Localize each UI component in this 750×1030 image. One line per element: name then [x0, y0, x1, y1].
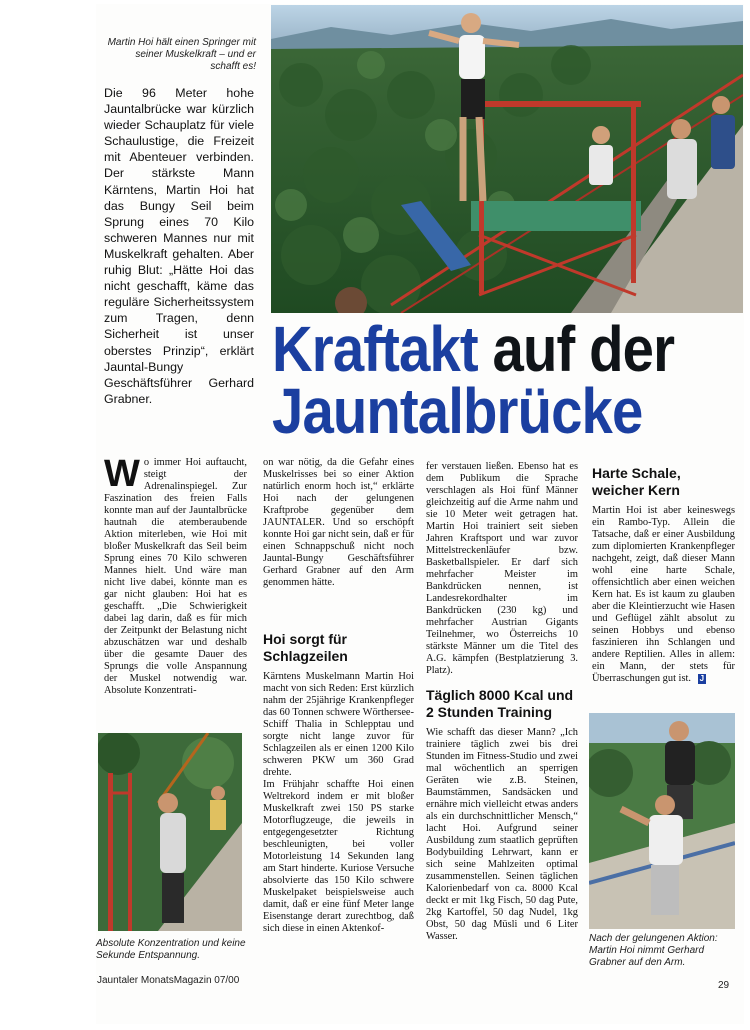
article-column-2	[263, 457, 414, 589]
page-number: 29	[718, 980, 730, 991]
heading-harte-schale: Harte Schale, weicher Kern	[592, 465, 681, 498]
title-kraftakt: Kraftakt	[272, 313, 478, 385]
lead-paragraph: Die 96 Meter hohe Jauntalbrücke war kürzlich wieder Schauplatz für viele Schaulustige, die Freizeit mit Abenteuer verbinden. Der stärkste Mann Kärntens, Martin Hoi hat das Bungy Seil beim Sprung eines 70 Kilo schweren Mannes nur mit Muskelkraft gehalten. Aber ruhig Blut: „Hätte Hoi das nicht geschafft, käme das reguläre Sicherheitssystem zum Tragen, denn Sicherheit ist unser oberstes Prinzip“, erklärt Jauntal-Bungy Geschäftsführer Gerhard Grabner.	[104, 86, 254, 406]
bottom-right-caption: Nach der gelungenen Aktion: Martin Hoi nimmt Gerhard Grabner auf den Arm.	[589, 933, 718, 968]
footer-magazine-name: Jauntaler MonatsMagazin 07/00	[97, 975, 240, 986]
photo-hoi-carrying-grabner	[589, 713, 735, 929]
article-column-1	[104, 453, 247, 697]
top-photo-caption: Martin Hoi hält einen Springer mit seiner Muskelkraft – und er schafft es!	[107, 37, 256, 72]
col4-text: Martin Hoi ist aber keineswegs ein Rambo-Typ. Allein die Tatsache, daß er einer Ausbildung zum diplomierten Krankenpfleger nachgeht, zeigt, daß dieser Mann wohl eine harte Schale, offensichtlich aber einen weichen Kern hat. Es ist kaum zu glauben aber die Kleintierzucht wie Hasen und Geflügel zählt absolut zu seinen Hobbys und ebenso faszinieren ihn Schlangen und andere Reptilien. Alles in allem: ein Mann, der stets für Überraschungen gut ist.	[592, 505, 735, 684]
col3-paragraph-2: Wie schafft das dieser Mann? „Ich trainiere täglich zwei bis drei Stunden im Fitness-Studio und zwei mal wöchentlich an sperrigen Geräten wie z.B. Steinen, Baumstämmen, Sandsäcken und ernähre mich vielleicht etwas anders als ein durchschnittlicher Mensch,“ lacht Hoi. Aufgrund seiner Ausbildung zum staatlich geprüften Bodybuilding Lehrwart, kann er sich seine Mahlzeiten optimal zusammenstellen. Seinen täglichen Kalorienbedarf von ca. 8000 Kcal deckt er mit 1kg Fisch, 50 dag Pute, 2kg Kartoffel, 50 dag Nudel, 1kg Obst, 50 dag Müsli und 6 Liter Wasser.	[426, 727, 578, 942]
col2-paragraph-1: on war nötig, da die Gefahr eines Muskelrisses bei so einer Aktion natürlich enorm hoch ist,“ erklärte Hoi nach der gelungenen Kraftprobe gegenüber dem JAUNTALER. Und so erschöpft konnte Hoi gar nicht sein, daß er für einen Schnappschuß nicht noch Jauntal-Bungy Geschäftsführer Gerhard Grabner auf den Arm genommen hätte.	[263, 457, 414, 588]
heading-taeglich-8000: Täglich 8000 Kcal und 2 Stunden Training	[426, 687, 574, 720]
heading-hoi-sorgt: Hoi sorgt für Schlagzeilen	[263, 631, 348, 664]
drop-cap: W	[104, 453, 140, 495]
col2-paragraph-2: Kärntens Muskelmann Martin Hoi macht von sich Reden: Erst kürzlich nahm der 25jährige Krankenpfleger das 60 Tonnen schwere Wörthersee-Schiff Thalia in Schlepptau und sorgte nicht lange zuvor für Schlagzeilen als er einen 1200 Kilo schweren PKW um 360 Grad drehte.	[263, 671, 414, 778]
article-column-3b	[426, 727, 578, 943]
title-jauntalbruecke: Jauntalbrücke	[272, 375, 643, 447]
col1-text: o immer Hoi auftaucht, steigt der Adrenalinspiegel. Zur Faszination des freien Falls konnte man auf der Jauntalbrücke hautnah die atemberaubende Aktion miterleben, wie Hoi mit bloßer Muskelkraft das Seil beim Sprung eines 70 Kilo schweren Mannes hielt. Und wäre man nicht live dabei, könnte man es gar nicht glauben: Hoi hat es geschafft. „Die Schwierigkeit dabei lag darin, daß es für mich der Zeitpunkt der Belastung nicht abzuschätzen war und deshalb über die gesamte Dauer des Sprungs die volle Anspannung der Muskel notwendig war. Absolute Konzentrati-	[104, 457, 247, 696]
article-column-2b	[263, 671, 414, 935]
bottom-left-caption: Absolute Konzentration und keine Sekunde Entspannung.	[96, 938, 246, 961]
article-column-4	[592, 505, 735, 685]
article-column-3	[426, 461, 578, 677]
article-title	[272, 313, 747, 447]
main-photo-bungee-jump	[271, 5, 743, 313]
col3-paragraph-1: fer verstauen ließen. Ebenso hat es dem Publikum die Sprache verschlagen als Hoi fünf Männer gleichzeitig auf die Arme nahm und sie 10 Meter weit getragen hat. Martin Hoi trainiert seit sieben Jahren Kraftsport und war zuvor Mittelstreckenläufer bzw. Basketballspieler. Er darf sich mehrfacher Meister im Bankdrücken nennen, ist Landesrekordhalter im Bankdrücken (230 kg) und mehrfacher Austrian Gigants Teilnehmer, wo Österreichs 10 stärkste Männer um die Titel des A.G. kämpfen (Bestplatzierung 3. Platz).	[426, 461, 578, 676]
photo-concentration	[98, 733, 242, 931]
end-mark-icon: J	[699, 674, 705, 683]
title-auf-der: auf der	[492, 313, 675, 385]
col2-paragraph-3: Im Frühjahr schaffte Hoi einen Weltrekord indem er mit bloßer Muskelkraft zwei 150 PS starke Motorflugzeuge, die jeweils in entgegengesetzter Richtung beschleunigten, bei voller Motorleistung 14 Sekunden lang am Start hinderte. Kuriose Versuche absolvierte das 150 Kilo schwere Muskelpaket beispielsweise auch damit, daß er eine fünf Meter lange Eisenstange derart zurechtbog, daß sich diese in einen Aktenkof-	[263, 779, 414, 934]
